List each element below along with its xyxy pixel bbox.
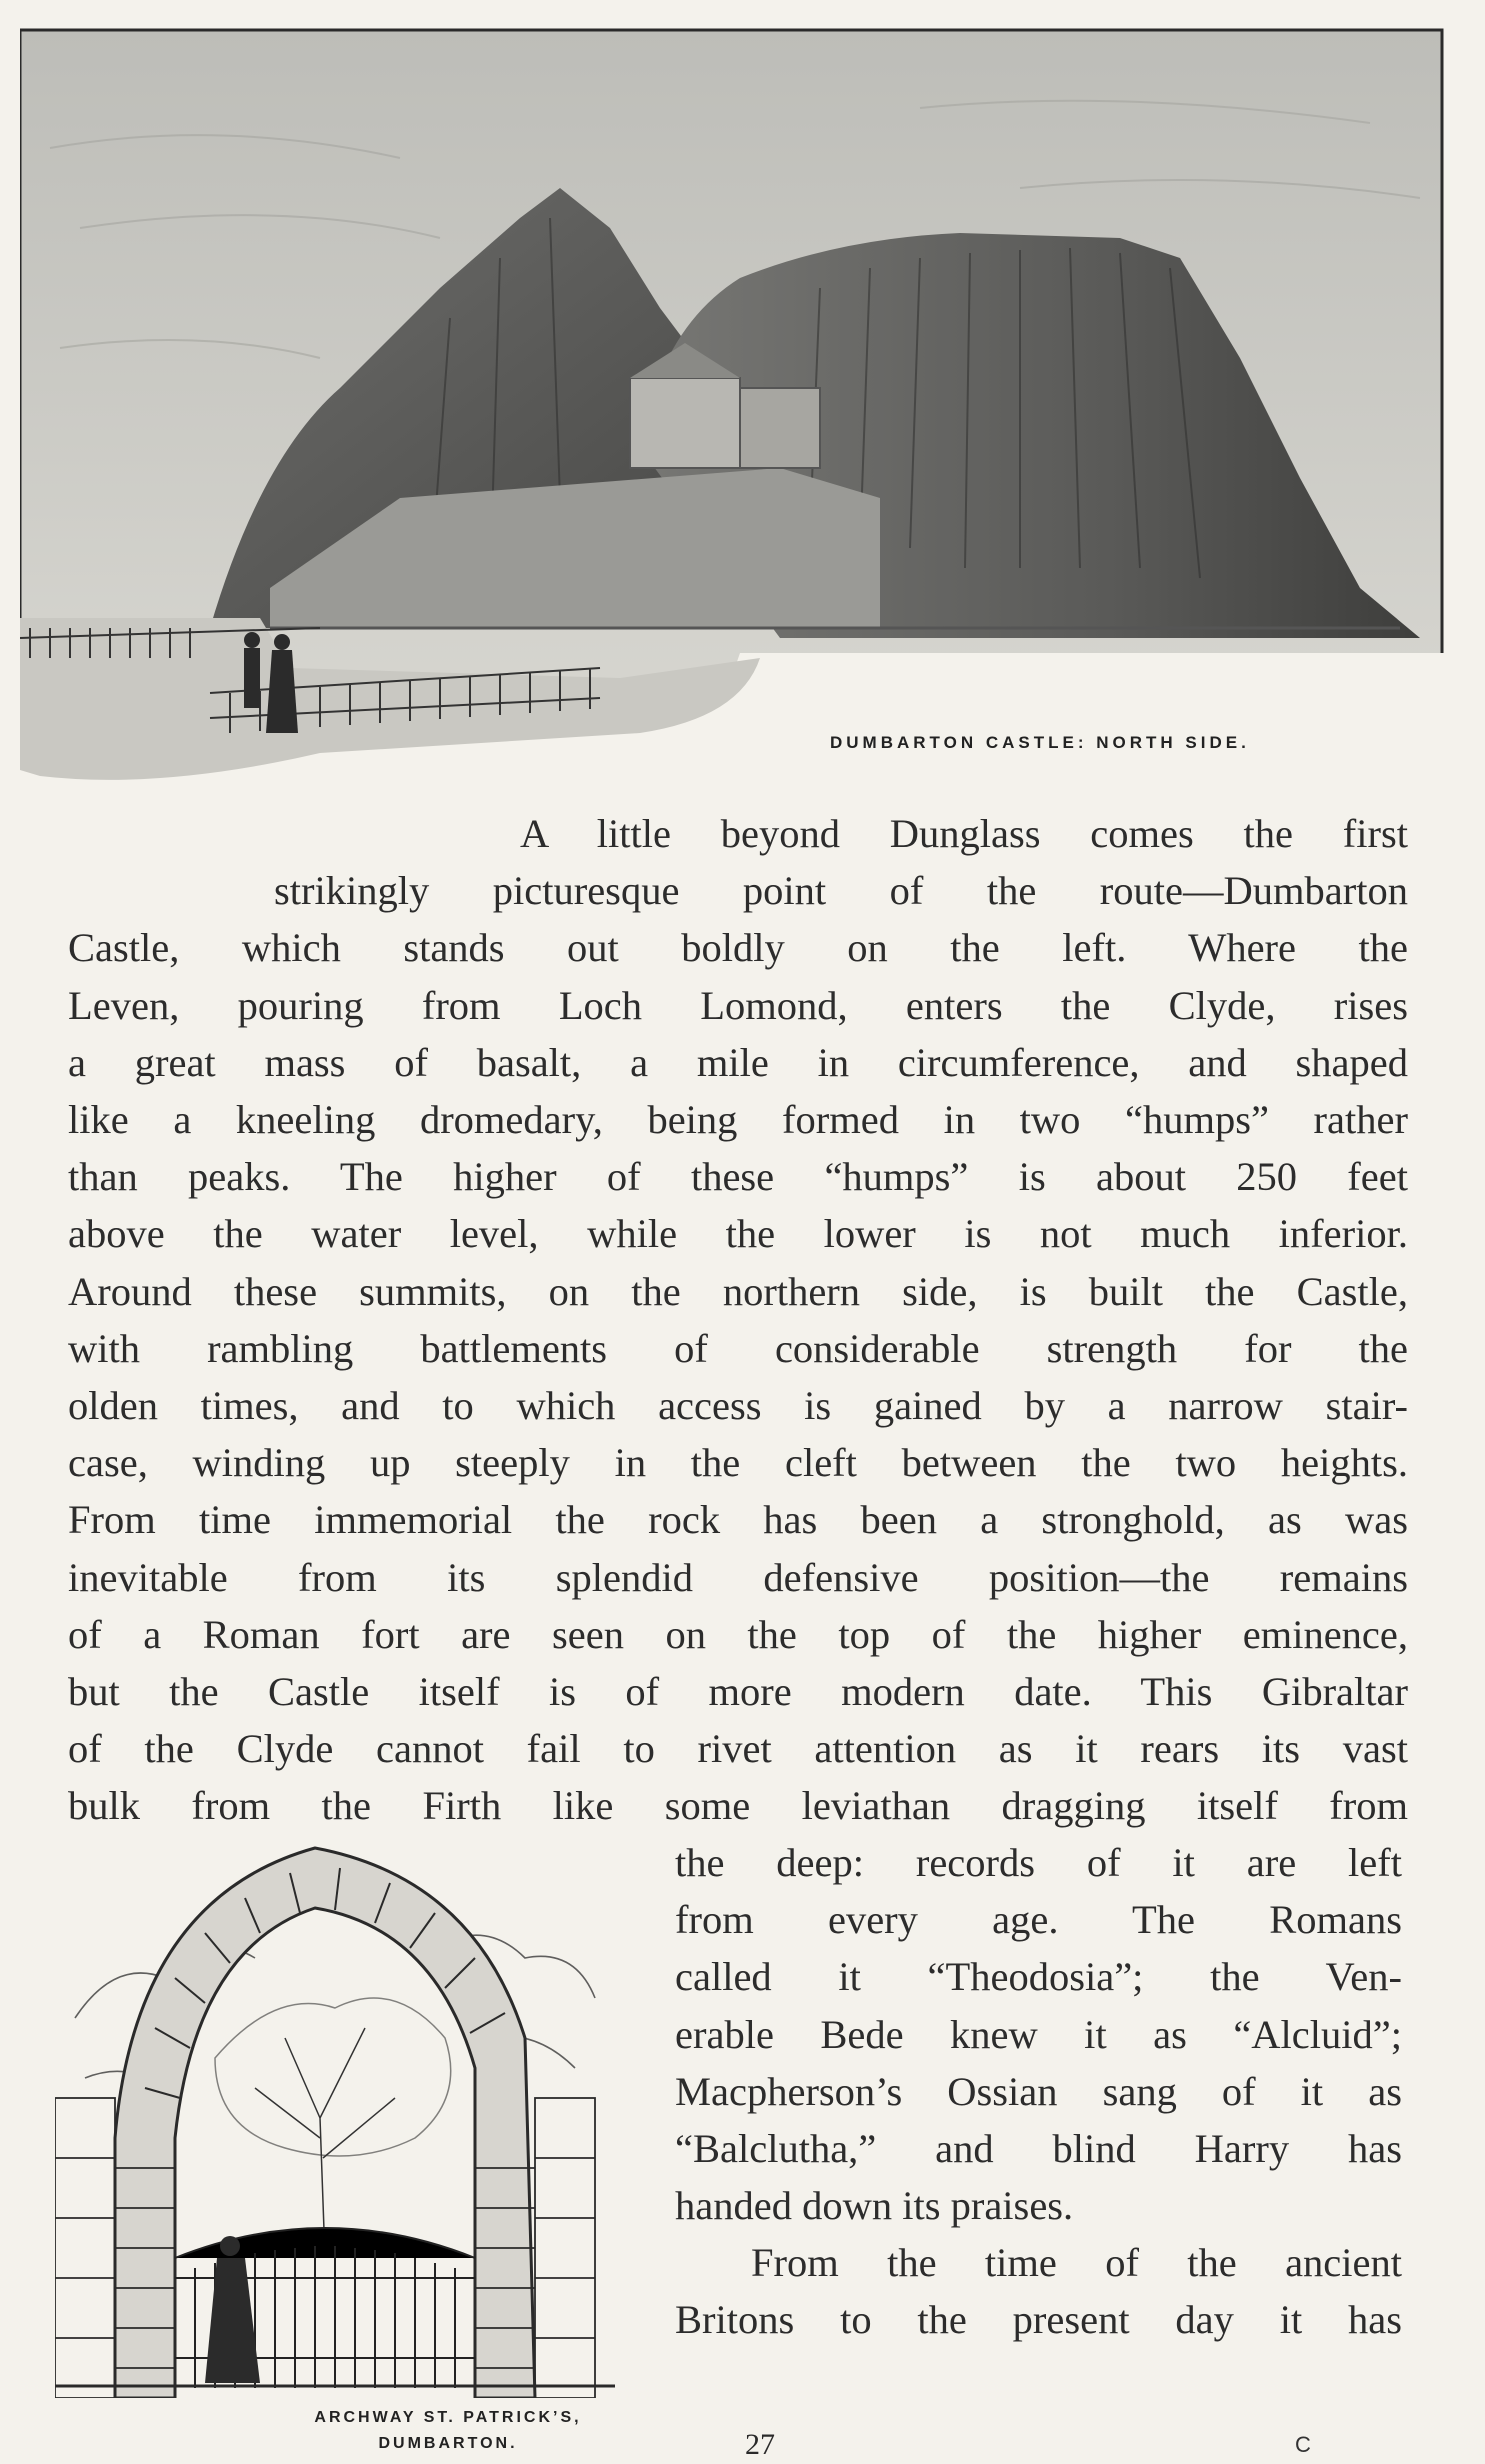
text-line: of a Roman fort are seen on the top of the higher eminence,: [68, 1611, 1408, 1657]
paragraph-1: [68, 805, 1408, 1835]
top-illustration-caption: DUMBARTON CASTLE: NORTH SIDE.: [830, 733, 1250, 752]
text-line: Leven, pouring from Loch Lomond, enters the Clyde, rises: [68, 982, 1408, 1028]
text-line: Macpherson’s Ossian sang of it as: [675, 2068, 1402, 2114]
text-line: olden times, and to which access is gained by a narrow stair-: [68, 1383, 1408, 1429]
text-line: inevitable from its splendid defensive position—the remains: [68, 1554, 1408, 1600]
signature-mark: C: [1295, 2432, 1311, 2457]
paragraph-2: [675, 2234, 1402, 2348]
page-number: 27: [745, 2428, 775, 2461]
archway-caption-line-2: DUMBARTON.: [378, 2435, 518, 2452]
text-line: handed down its praises.: [675, 2183, 1074, 2229]
text-line: Britons to the present day it has: [675, 2297, 1402, 2343]
paragraph-1-column: [675, 1834, 1402, 2234]
text-line: above the water level, while the lower is not much inferior.: [68, 1211, 1408, 1257]
text-line: the deep: records of it are left: [675, 1840, 1402, 1885]
text-line: bulk from the Firth like some leviathan dragging itself from: [68, 1783, 1408, 1829]
text-line: like a kneeling dromedary, being formed in two “humps” rather: [68, 1097, 1408, 1143]
text-line: called it “Theodosia”; the Ven-: [675, 1954, 1402, 2000]
text-line: From time immemorial the rock has been a stronghold, as was: [68, 1497, 1408, 1543]
dumbarton-castle-illustration: [20, 28, 1444, 798]
text-line: Castle, which stands out boldly on the left. Where the: [68, 925, 1408, 971]
text-line: From the time of the ancient: [751, 2240, 1402, 2285]
text-line: from every age. The Romans: [675, 1897, 1402, 1943]
text-line: with rambling battlements of considerable strength for the: [68, 1325, 1408, 1371]
text-line: Around these summits, on the northern side, is built the Castle,: [68, 1268, 1408, 1314]
text-line: “Balclutha,” and blind Harry has: [675, 2126, 1402, 2172]
text-line: of the Clyde cannot fail to rivet attention as it rears its vast: [68, 1726, 1408, 1772]
archway-illustration: [55, 1838, 635, 2398]
archway-caption: [268, 2405, 628, 2457]
text-line: but the Castle itself is of more modern date. This Gibraltar: [68, 1669, 1408, 1715]
text-line: than peaks. The higher of these “humps” is about 250 feet: [68, 1154, 1408, 1200]
archway-caption-line-1: ARCHWAY ST. PATRICK’S,: [314, 2409, 582, 2426]
text-line: strikingly picturesque point of the route—Dumbarton: [274, 868, 1408, 914]
text-line: erable Bede knew it as “Alcluid”;: [675, 2011, 1402, 2057]
text-line: a great mass of basalt, a mile in circumference, and shaped: [68, 1039, 1408, 1085]
text-line: A little beyond Dunglass comes the first: [520, 811, 1408, 856]
text-line: case, winding up steeply in the cleft between the two heights.: [68, 1440, 1408, 1486]
